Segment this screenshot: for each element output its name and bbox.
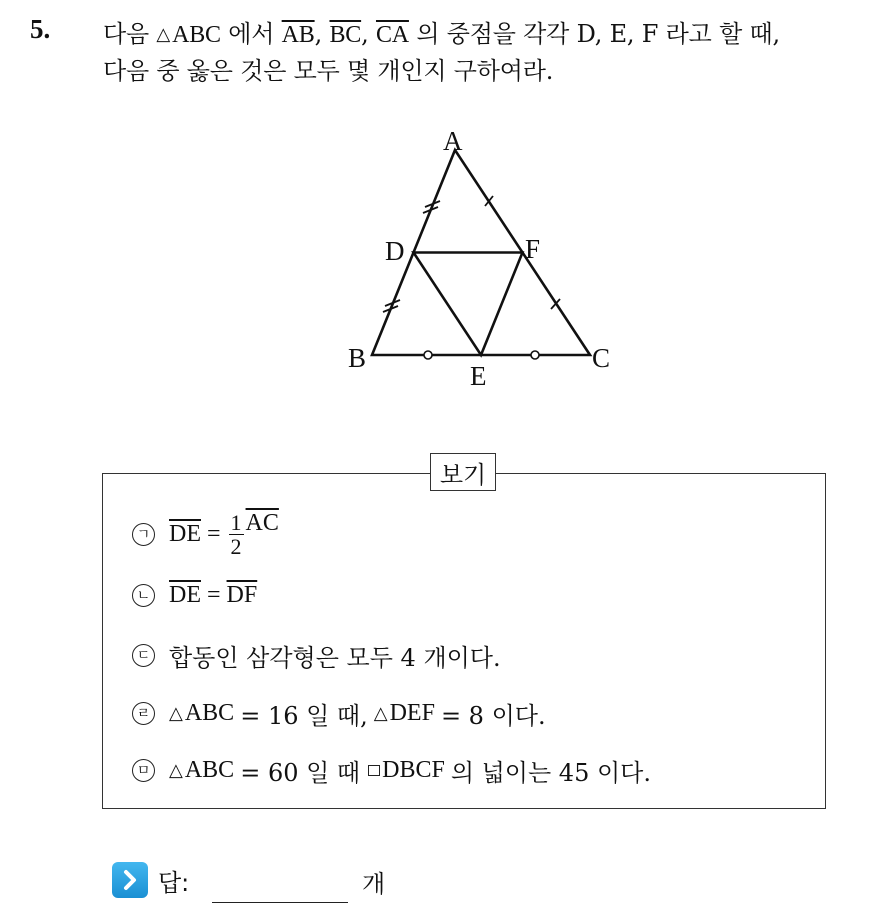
question-number: 5. [30, 14, 51, 44]
square-symbol [368, 765, 380, 776]
label-b: B [348, 343, 367, 373]
bogi-item-2: ㄴ $\overline{DE}$ = $\overline{DF}$ [132, 582, 257, 609]
bogi-title: 보기 [430, 453, 496, 491]
bogi-item-4: ㄹ △ ABC = 16 일 때, △ DEF = 8 이다. [132, 696, 546, 731]
label-d: D [385, 236, 405, 266]
marker-mieum: ㅁ [132, 759, 155, 782]
marker-nieun: ㄴ [132, 584, 155, 607]
bogi-item-1: ㄱ $\overline{DE}$ = $\frac{1}{2}$ $\overline{AC}$ [132, 511, 279, 558]
bogi-item-3: ㄷ 합동인 삼각형은 모두 4 개이다. [132, 638, 501, 673]
answer-unit: 개 [362, 870, 386, 898]
circle-mark-be [424, 351, 432, 359]
circle-mark-ec [531, 351, 539, 359]
triangle-symbol: △ [156, 24, 171, 45]
triangle-figure [330, 120, 630, 390]
marker-rieul: ㄹ [132, 702, 155, 725]
question-text [103, 16, 873, 89]
fraction-one-half: $\frac{1}{2}$ [230, 510, 242, 560]
bogi-item-5: ㅁ △ ABC = 60 일 때 DBCF 의 넓이는 45 이다. [132, 753, 651, 788]
label-c: C [592, 343, 611, 373]
question-line-2: 다음 중 옳은 것은 모두 몇 개인지 구하여라. [103, 57, 554, 85]
marker-digeut: ㄷ [132, 644, 155, 667]
answer-input-line[interactable] [212, 902, 348, 903]
label-f: F [525, 234, 541, 264]
segment-ca: $\overline{CA}$ [375, 22, 409, 48]
answer-label: 답: [158, 868, 190, 897]
answer-row [112, 862, 189, 898]
question-line-1: 다음 △ABC 에서 $\overline{AB}$, $\overline{BC}$, $\overline{CA}$ 의 중점을 각각 D, E, F 라고 할 때, [103, 20, 780, 48]
segment-ab: $\overline{AB}$ [281, 22, 315, 48]
triangle-def [414, 253, 523, 356]
segment-bc: $\overline{BC}$ [329, 22, 362, 48]
chevron-right-icon [112, 862, 148, 898]
label-a: A [443, 126, 463, 156]
label-e: E [470, 361, 487, 390]
marker-giyeok: ㄱ [132, 523, 155, 546]
